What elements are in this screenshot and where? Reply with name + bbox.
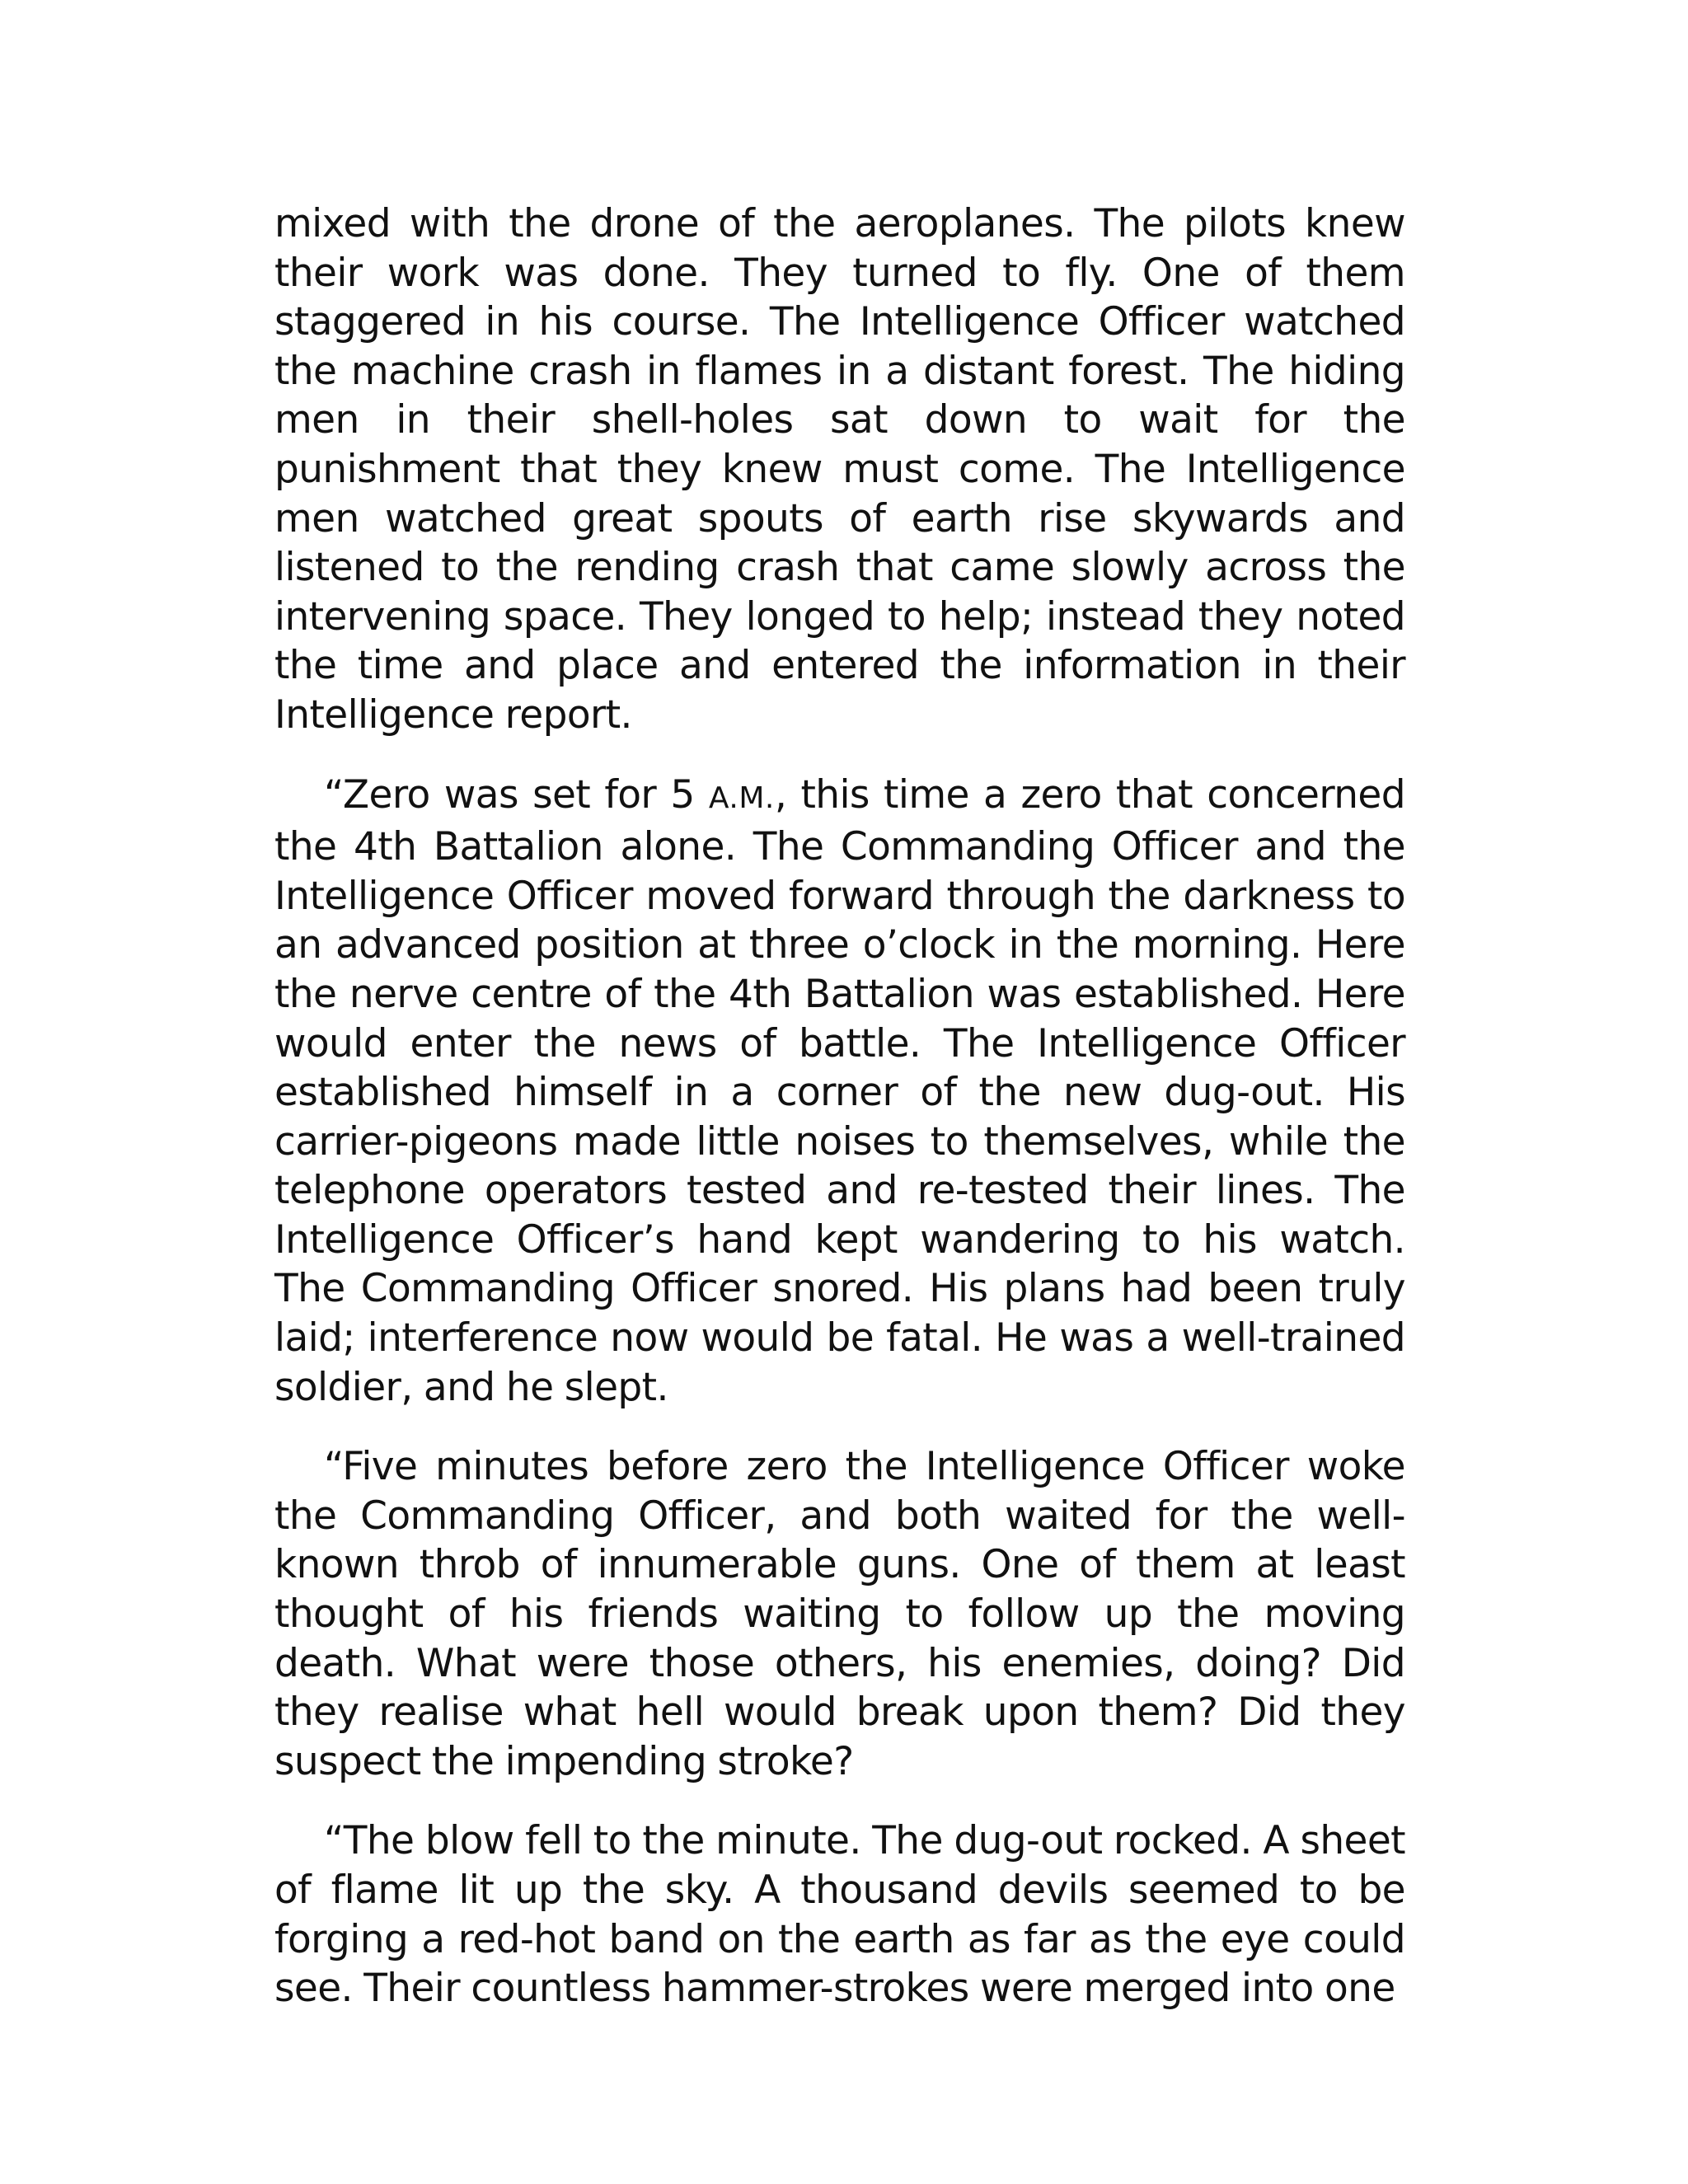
paragraph-2-start: “Zero was set for 5 bbox=[324, 771, 709, 818]
body-text bbox=[274, 199, 1405, 2013]
paragraph-1: mixed with the drone of the aeroplanes. The pilots knew their work was done. They turned to fly. One of them staggered in his course. The Intelligence Officer watched the machine crash in flames in a distant forest. The hiding men in their shell-holes sat down to wait for the punishment that they knew must come. The Intelligence men watched great spouts of earth rise skywards and listened to the rending crash that came slowly across the intervening space. They longed to help; instead they noted the time and place and entered the information in their Intelligence report. bbox=[274, 201, 1405, 738]
paragraph-4: “The blow fell to the minute. The dug-out rocked. A sheet of flame lit up the sky. A thousand devils seemed to be forging a red-hot band on the earth as far as the eye could see. Their countless hammer-strokes were merged into one bbox=[274, 1818, 1405, 2012]
paragraph-3: “Five minutes before zero the Intelligence Officer woke the Commanding Officer, and both waited for the well-known throb of innumerable guns. One of them at least thought of his friends waiting to follow up the moving death. What were those others, his enemies, doing? Did they realise what hell would break upon them? Did they suspect the impending stroke? bbox=[274, 1444, 1405, 1784]
time-abbreviation: A.M. bbox=[708, 780, 775, 815]
paragraph-2 bbox=[274, 771, 1405, 1413]
paragraph-2-rest: , this time a zero that concerned the 4th Battalion alone. The Commanding Officer and the Intelligence Officer moved forward through the darkness to an advanced position at three o’clock in the morning. Here the nerve centre of the 4th Battalion was established. Here would enter the news of battle. The Intelligence Officer established himself in a corner of the new dug-out. His carrier-pigeons made little noises to themselves, while the telephone operators tested and re-tested their lines. The Intelligence Officer’s hand kept wandering to his watch. The Commanding Officer snored. His plans had been truly laid; interference now would be fatal. He was a well-trained soldier, and he slept. bbox=[274, 771, 1405, 1410]
